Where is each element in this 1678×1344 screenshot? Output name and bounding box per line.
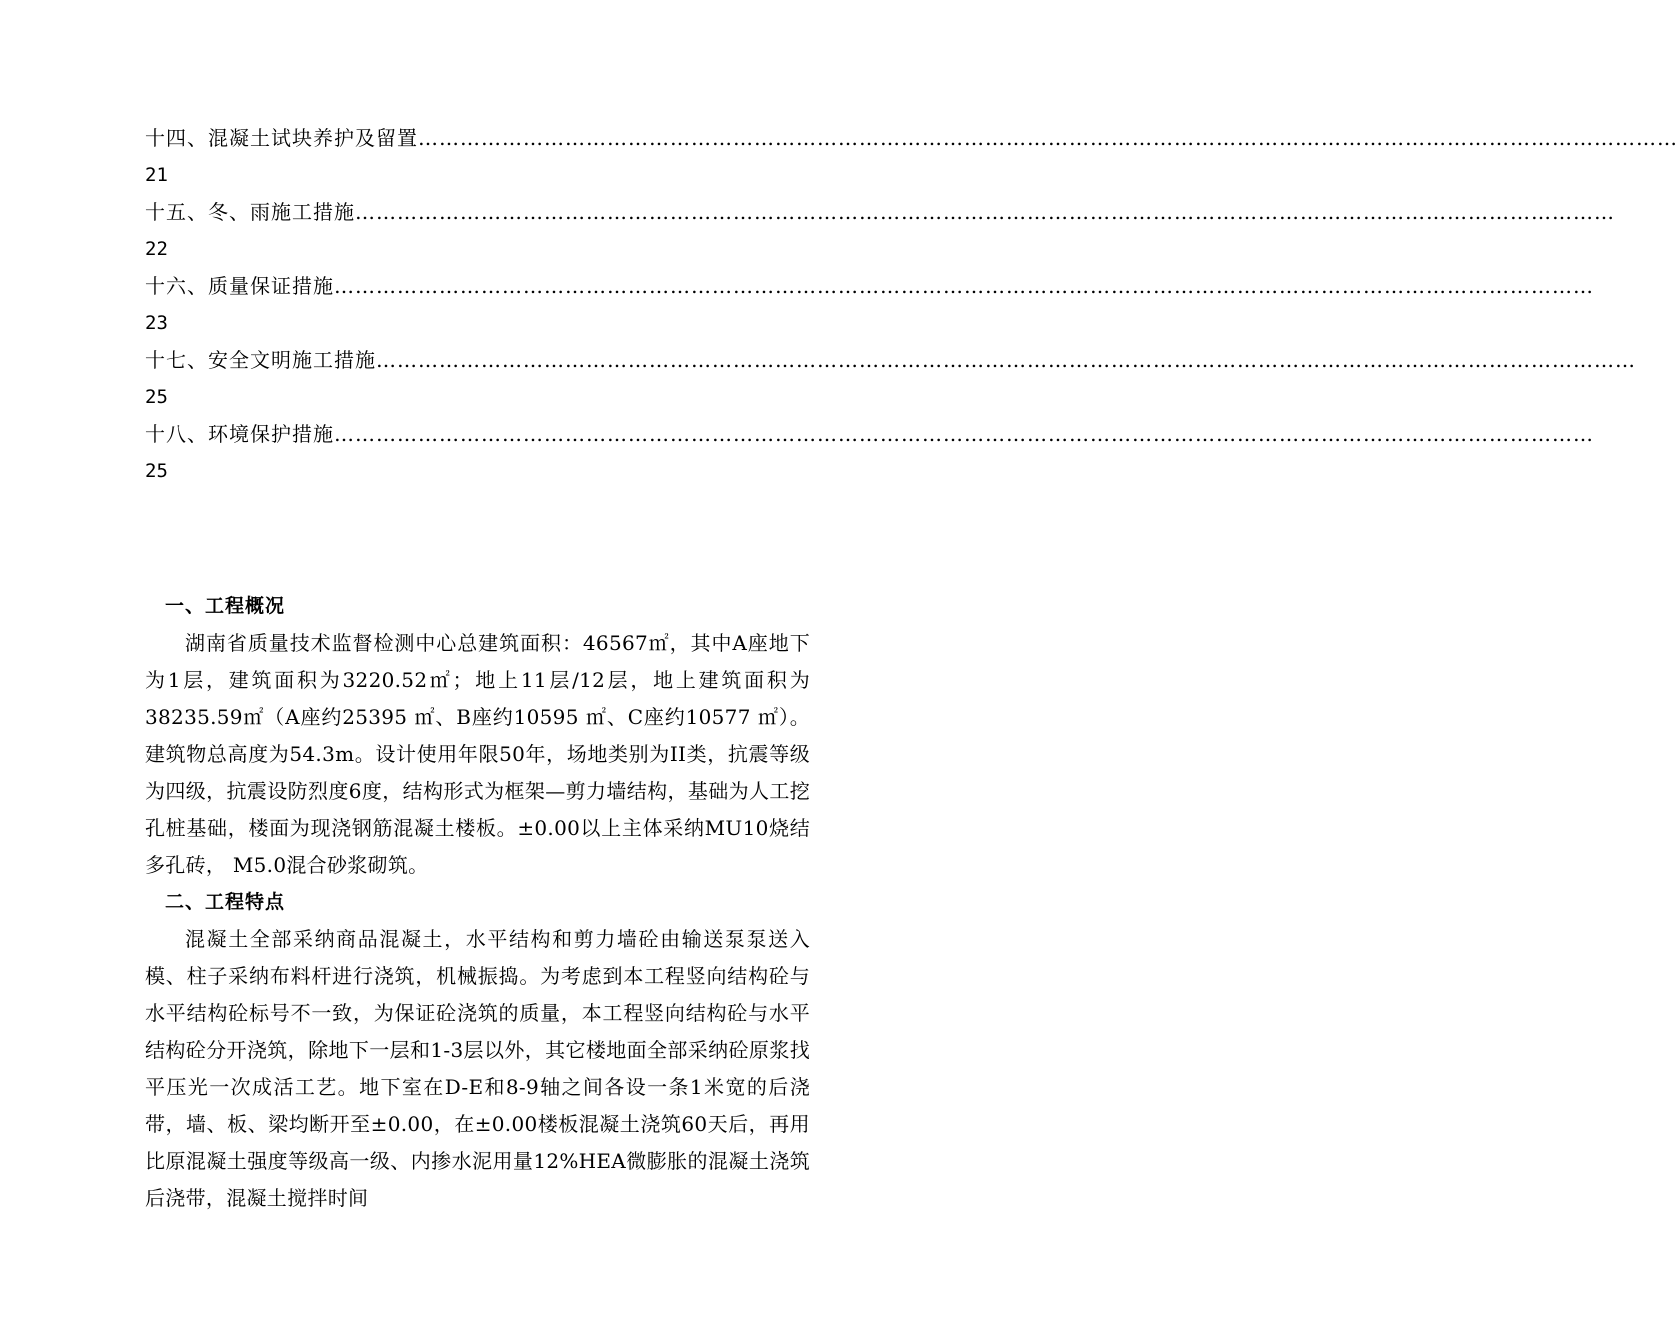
toc-leader-dots: ……………………………………………………………………………………………………………………………………………………………… [334,274,1594,298]
toc-item-page: 25 [145,460,168,482]
section-heading: 二、工程特点 [165,891,286,913]
section-paragraph: 混凝土全部采纳商品混凝土，水平结构和剪力墙砼由输送泵泵送入模、柱子采纳布料杆进行浇筑，机械振捣。为考虑到本工程竖向结构砼与水平结构砼标号不一致，为保证砼浇筑的质量，本工程竖向结构砼与水平结构砼分开浇筑，除地下一层和1-3层以外，其它楼地面全部采纳砼原浆找平压光一次成活工艺。地下室在D-E和8-9轴之间各设一条1米宽的后浇带，墙、板、梁均断开至±0.00，在±0.00楼板混凝土浇筑60天后，再用比原混凝土强度等级高一级、内掺水泥用量12%HEA微膨胀的混凝土浇筑后浇带，混凝土搅拌时间 [145,927,810,1210]
section-heading: 一、工程概况 [165,595,286,617]
toc-item[interactable] [145,342,1636,416]
toc-item-page: 22 [145,238,168,260]
toc-item-title: 十六、质量保证措施……………………………………………………………………………………………………………………………………………………………… [145,274,1594,298]
section-project-overview [145,588,810,884]
toc-leader-dots: ……………………………………………………………………………………………………………………………………………………………… [418,126,1678,150]
toc-item-page: 21 [145,164,168,186]
toc-item-page: 25 [145,386,168,408]
toc-item-page: 23 [145,312,168,334]
toc-item-title: 十四、混凝土试块养护及留置……………………………………………………………………………………………………………………………………………………………… [145,126,1678,150]
toc-item-title: 十七、安全文明施工措施……………………………………………………………………………………………………………………………………………………………… [145,348,1636,372]
toc-item[interactable] [145,268,1594,342]
toc-item-title: 十五、冬、雨施工措施……………………………………………………………………………………………………………………………………………………………… [145,200,1615,224]
toc-item[interactable] [145,416,1594,490]
toc-item-title: 十八、环境保护措施……………………………………………………………………………………………………………………………………………………………… [145,422,1594,446]
toc-item[interactable] [145,194,1615,268]
section-project-features [145,884,810,1217]
toc-leader-dots: ……………………………………………………………………………………………………………………………………………………………… [355,200,1615,224]
table-of-contents [145,120,1678,490]
section-paragraph: 湖南省质量技术监督检测中心总建筑面积：46567㎡，其中A座地下为1层，建筑面积为3220.52㎡；地上11层/12层，地上建筑面积为38235.59㎡（A座约25395 ㎡、B座约10595 ㎡、C座约10577 ㎡）。建筑物总高度为54.3m。设计使用年限50年，场地类别为II类，抗震等级为四级，抗震设防烈度6度，结构形式为框架—剪力墙结构，基础为人工挖孔桩基础，楼面为现浇钢筋混凝土楼板。±0.00以上主体采纳MU10烧结多孔砖， M5.0混合砂浆砌筑。 [145,631,810,877]
toc-leader-dots: ……………………………………………………………………………………………………………………………………………………………… [376,348,1636,372]
toc-item[interactable] [145,120,1678,194]
toc-leader-dots: ……………………………………………………………………………………………………………………………………………………………… [334,422,1594,446]
